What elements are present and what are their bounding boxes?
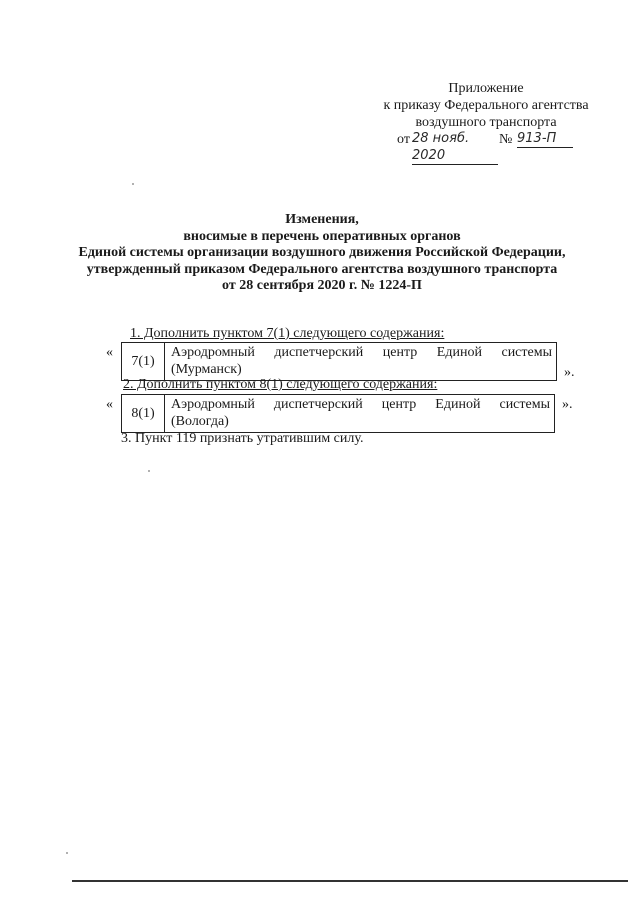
table-row xyxy=(122,395,555,433)
heading-line-5: от 28 сентября 2020 г. № 1224-П xyxy=(222,278,422,293)
quote-open-1: « xyxy=(106,345,113,360)
item-1: 1. Дополнить пунктом 7(1) следующего содержания: xyxy=(130,326,445,341)
item-code: 8(1) xyxy=(122,395,165,433)
heading-line-3: Единой системы организации воздушного движения Российской Федерации, xyxy=(78,245,566,260)
appendix-block xyxy=(372,80,600,163)
item-2: 2. Дополнить пунктом 8(1) следующего содержания: xyxy=(123,377,438,392)
heading-line-2: вносимые в перечень оперативных органов xyxy=(183,228,461,244)
table-row xyxy=(122,343,557,381)
description-line-2: (Вологда) xyxy=(171,414,229,429)
scan-speck xyxy=(132,183,134,185)
appendix-title: Приложение xyxy=(448,81,524,96)
quote-open-2: « xyxy=(106,397,113,412)
appendix-agency: воздушного транспорта xyxy=(415,115,557,130)
item-code: 7(1) xyxy=(122,343,165,381)
quote-close-1: ». xyxy=(564,365,575,380)
appendix-order-ref: к приказу Федерального агентства xyxy=(383,98,589,113)
heading-line-1: Изменения, xyxy=(285,212,359,227)
description-line-2: (Мурманск) xyxy=(171,362,242,377)
item-description xyxy=(165,343,557,381)
insert-table-2 xyxy=(121,394,555,433)
handwritten-date: 28 нояб. 2020 xyxy=(412,130,498,165)
description-line-1: Аэродромный диспетчерский центр Единой системы xyxy=(171,397,550,412)
document-heading xyxy=(60,212,584,295)
insert-table-1 xyxy=(121,342,557,381)
quote-close-2: ». xyxy=(562,397,573,412)
appendix-date-row xyxy=(372,131,600,163)
item-3: 3. Пункт 119 признать утратившим силу. xyxy=(121,431,364,446)
number-label: № xyxy=(499,132,513,147)
item-description xyxy=(165,395,555,433)
description-line-1: Аэродромный диспетчерский центр Единой системы xyxy=(171,345,552,360)
scan-speck xyxy=(66,852,68,854)
handwritten-number: 913-П xyxy=(517,130,573,148)
bottom-scan-edge xyxy=(72,880,628,882)
from-label: от xyxy=(397,132,410,147)
scan-speck xyxy=(148,470,150,472)
heading-line-4: утвержденный приказом Федерального агентства воздушного транспорта xyxy=(86,261,558,277)
